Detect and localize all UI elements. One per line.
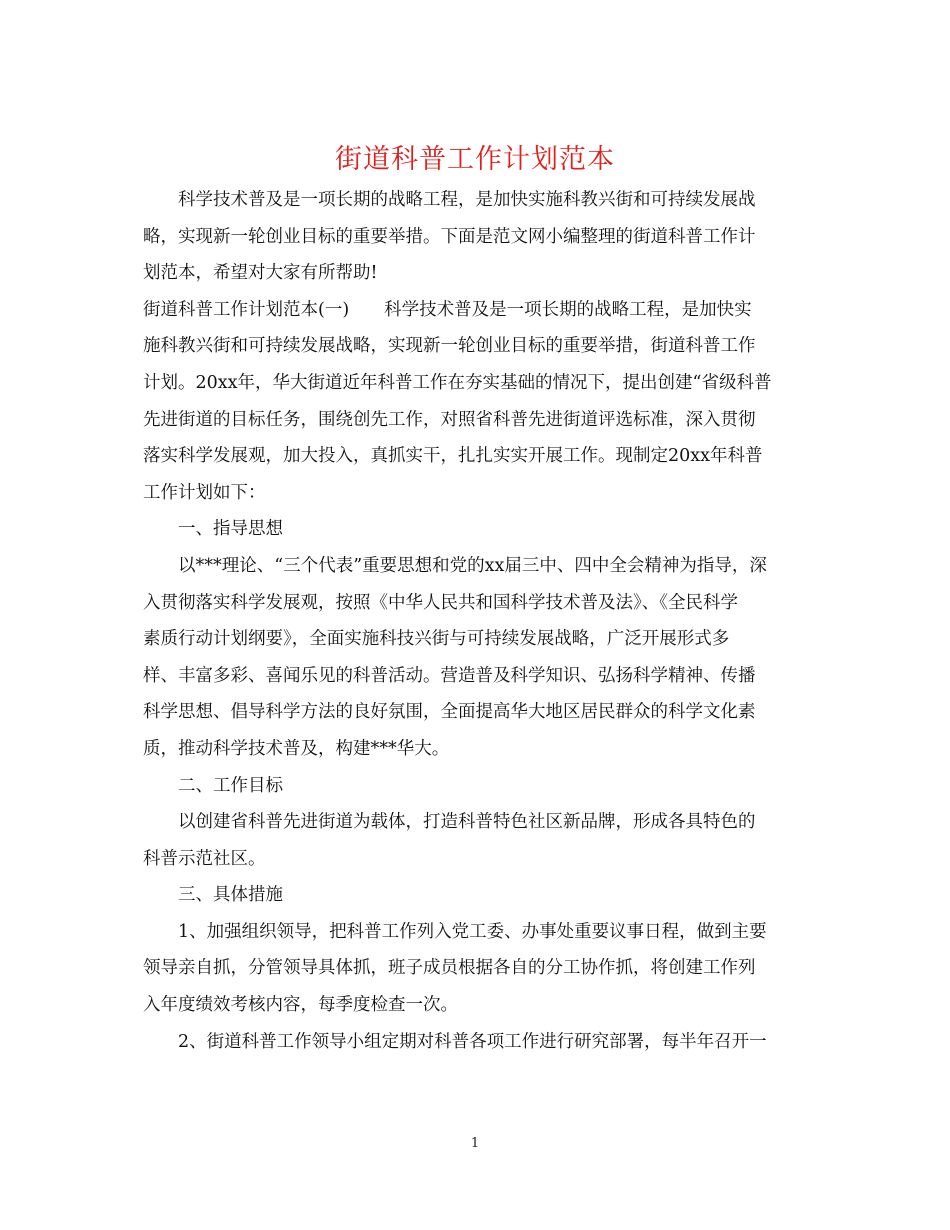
page-number: 1: [470, 1136, 480, 1151]
text-line: 入年度绩效考核内容，每季度检查一次。: [143, 995, 458, 1016]
text-line: 工作计划如下：: [143, 482, 266, 503]
text-line: 领导亲自抓，分管领导具体抓，班子成员根据各自的分工协作抓，将创建工作列: [143, 958, 756, 979]
text-line: 1、加强组织领导，把科普工作列入党工委、办事处重要议事日程，做到主要: [178, 921, 767, 942]
document-title: 街道科普工作计划范本: [335, 144, 615, 175]
text-line: 略，实现新一轮创业目标的重要举措。下面是范文网小编整理的街道科普工作计: [143, 226, 756, 247]
text-line: 落实科学发展观，加大投入，真抓实干，扎扎实实开展工作。现制定20xx年科普: [143, 446, 763, 467]
text-line: 二、工作目标: [178, 775, 283, 796]
text-line: 入贯彻落实科学发展观，按照《中华人民共和国科学技术普及法》、《全民科学: [143, 592, 738, 613]
text-line: 计划。20xx年，华大街道近年科普工作在夯实基础的情况下，提出创建“省级科普: [143, 372, 772, 393]
text-line: 科普示范社区。: [143, 848, 266, 869]
document-body: [143, 182, 813, 1060]
text-line: 素质行动计划纲要》，全面实施科技兴街与可持续发展战略，广泛开展形式多: [143, 629, 730, 650]
text-line: 2、街道科普工作领导小组定期对科普各项工作进行研究部署，每半年召开一: [178, 1031, 767, 1052]
text-line: 街道科普工作计划范本(一) 科学技术普及是一项长期的战略工程，是加快实: [143, 299, 752, 320]
text-line: 科学技术普及是一项长期的战略工程，是加快实施科教兴街和可持续发展战: [178, 190, 756, 210]
text-line: 质，推动科学技术普及，构建***华大。: [143, 738, 450, 759]
text-line: 三、具体措施: [178, 885, 283, 906]
text-line: 以创建省科普先进街道为载体，打造科普特色社区新品牌，形成各具特色的: [178, 812, 756, 833]
text-line: 划范本，希望对大家有所帮助!: [143, 263, 378, 284]
text-line: 先进街道的目标任务，围绕创先工作，对照省科普先进街道评选标准，深入贯彻: [143, 409, 756, 430]
text-line: 施科教兴街和可持续发展战略，实现新一轮创业目标的重要举措，街道科普工作: [143, 336, 756, 357]
text-line: 一、指导思想: [178, 519, 283, 540]
text-line: 样、丰富多彩、喜闻乐见的科普活动。营造普及科学知识、弘扬科学精神、传播: [143, 665, 756, 686]
text-line: 以***理论、“三个代表”重要思想和党的xx届三中、四中全会精神为指导，深: [178, 555, 767, 576]
text-line: 科学思想、倡导科学方法的良好氛围，全面提高华大地区居民群众的科学文化素: [143, 702, 756, 723]
